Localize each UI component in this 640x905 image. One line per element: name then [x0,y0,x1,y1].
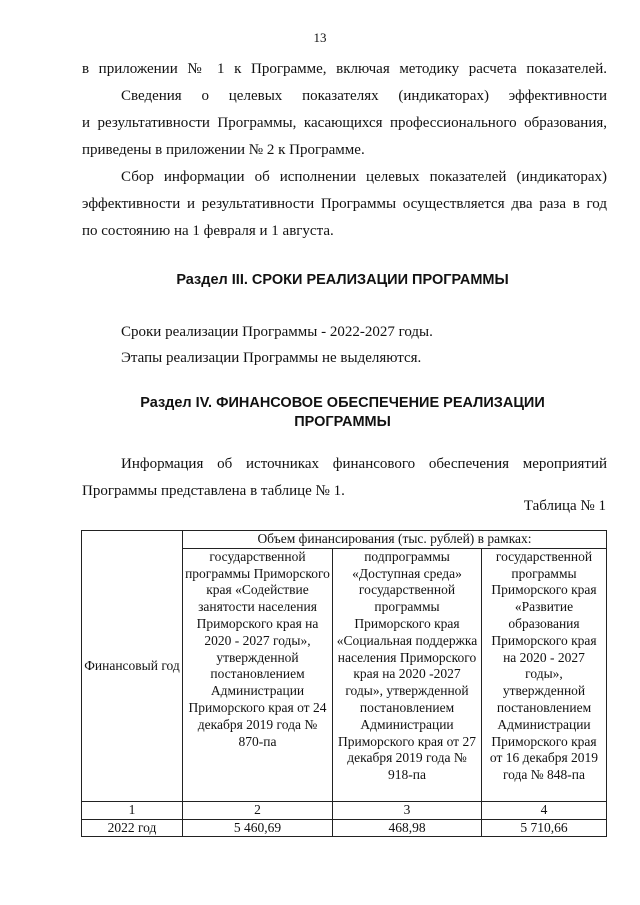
paragraph-targets-line-1: Сведения о целевых показателях (индикаторах) эффективности [121,88,607,104]
section-3-heading: Раздел III. СРОКИ РЕАЛИЗАЦИИ ПРОГРАММЫ [176,272,509,288]
financing-table [81,530,607,837]
row-value-employment: 5 460,69 [183,819,333,837]
column-number: 2 [183,801,333,819]
column-header-education-program: государственной программы Приморского края «Развитие образования Приморского края на 2020 - 2027 годы», утвержденной постановлением Администрации Приморского края от 16 декабря 2019 года № 848-па [482,548,607,801]
section-4-info-line-1: Информация об источниках финансового обеспечения мероприятий [121,456,607,472]
year-column-header: Финансовый год [82,531,183,802]
table-numbering-row [82,801,607,819]
table-row [82,819,607,837]
row-year: 2022 год [82,819,183,837]
section-3-period: Сроки реализации Программы - 2022-2027 годы. [121,324,433,340]
row-value-education: 5 710,66 [482,819,607,837]
paragraph-collection-line-3: по состоянию на 1 февраля и 1 августа. [82,223,334,239]
column-number: 4 [482,801,607,819]
paragraph-targets-line-3: приведены в приложении № 2 к Программе. [82,142,365,158]
section-4-info-line-2: Программы представлена в таблице № 1. [82,483,345,499]
table-caption: Таблица № 1 [523,498,606,514]
table-header-row [82,531,607,549]
section-3-stages: Этапы реализации Программы не выделяются. [121,350,422,366]
section-4-heading-line-2: ПРОГРАММЫ [294,414,391,430]
column-header-employment-program: государственной программы Приморского края «Содействие занятости населения Приморского края на 2020 - 2027 годы», утвержденной постановлением Администрации Приморского края от 24 декабря 2019 года № 870-па [183,548,333,801]
section-4-heading-line-1: Раздел IV. ФИНАНСОВОЕ ОБЕСПЕЧЕНИЕ РЕАЛИЗАЦИИ [140,395,545,411]
paragraph-targets-line-2: и результативности Программы, касающихся профессионального образования, [82,115,607,131]
column-header-accessible-environment: подпрограммы «Доступная среда» государственной программы Приморского края «Социальная поддержка населения Приморского края на 2020 -2027 годы», утвержденной постановлением Администрации Приморского края от 27 декабря 2019 года № 918-па [333,548,482,801]
financing-group-header: Объем финансирования (тыс. рублей) в рамках: [183,531,607,549]
column-number: 3 [333,801,482,819]
paragraph-collection-line-2: эффективности и результативности Программы осуществляется два раза в год [82,196,607,212]
column-number: 1 [82,801,183,819]
row-value-accessible-environment: 468,98 [333,819,482,837]
page-number: 13 [313,30,327,45]
paragraph-collection-line-1: Сбор информации об исполнении целевых показателей (индикаторах) [121,169,607,185]
paragraph-appendix-1: в приложении № 1 к Программе, включая методику расчета показателей. [82,61,607,77]
